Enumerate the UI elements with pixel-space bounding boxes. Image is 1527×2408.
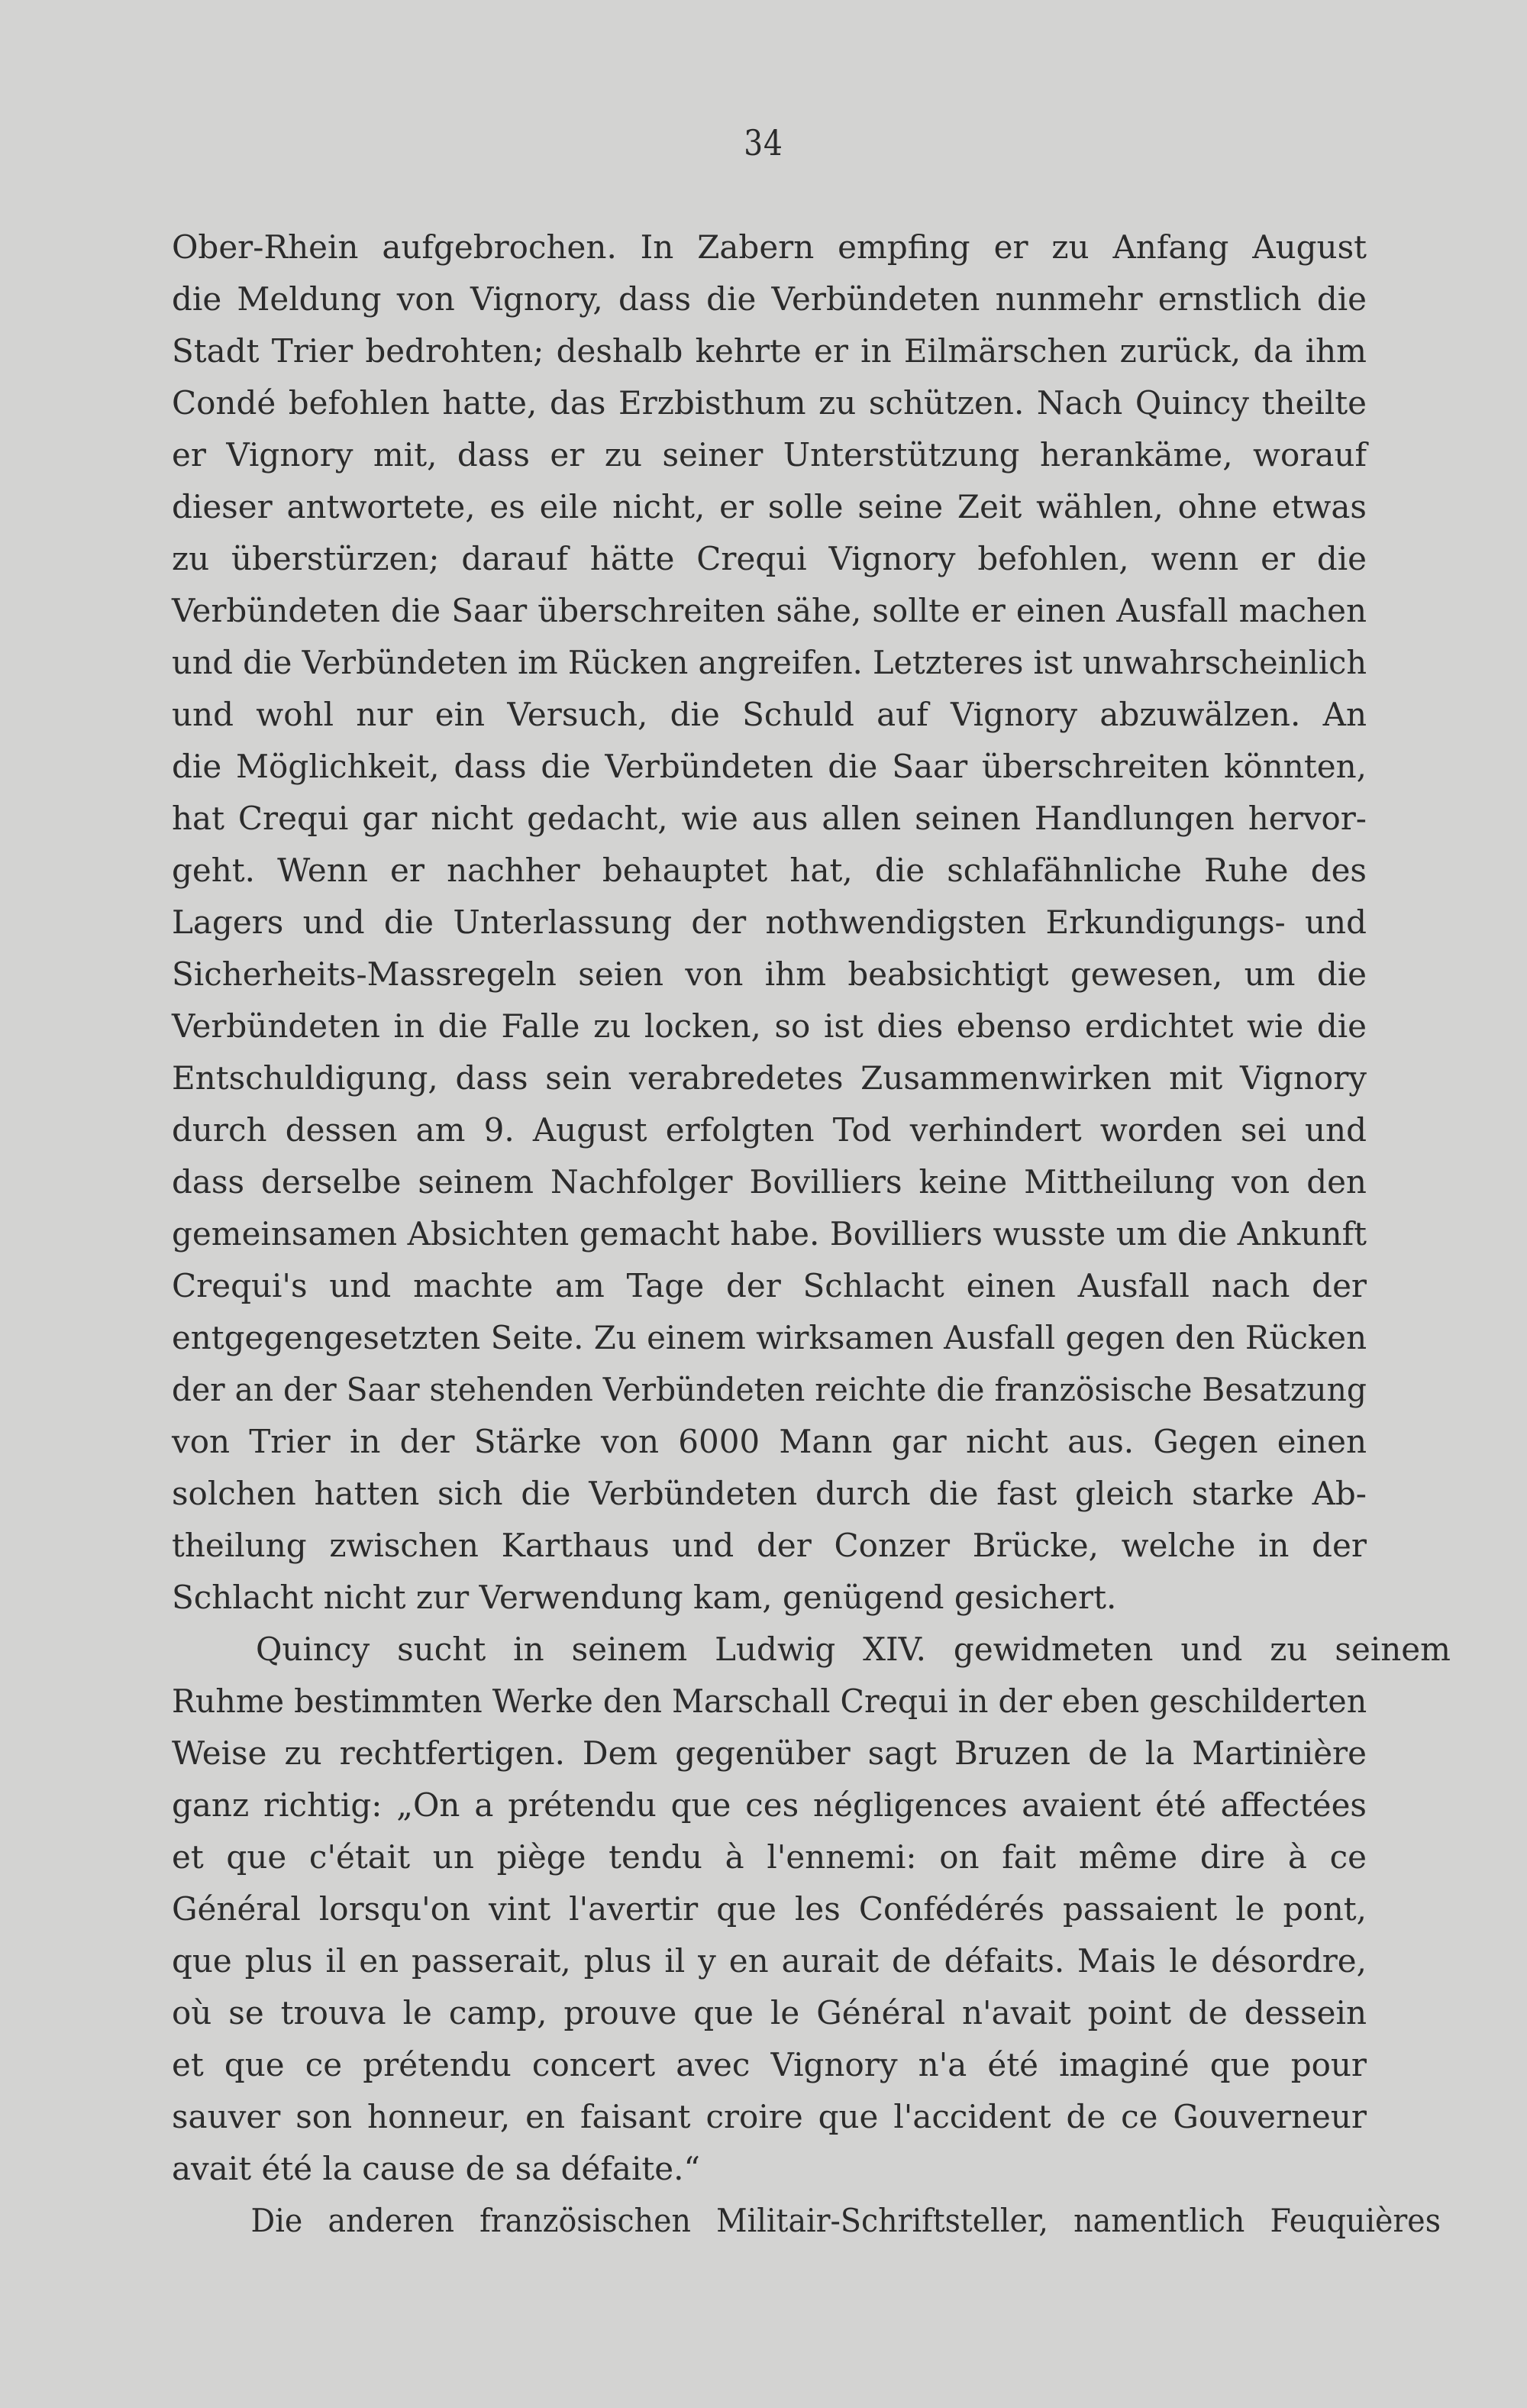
text-line: solchen hatten sich die Verbündeten durch die fast gleich starke Ab- [172,1475,1367,1512]
text-line: Quincy sucht in seinem Ludwig XIV. gewidmeten und zu seinem [256,1631,1451,1668]
text-line: und die Verbündeten im Rücken angreifen. Letzteres ist unwahrscheinlich [172,644,1367,681]
text-line: die Möglichkeit, dass die Verbündeten die Saar überschreiten könnten, [172,748,1367,785]
text-line: Crequi's und machte am Tage der Schlacht einen Ausfall nach der [172,1267,1367,1304]
text-line: où se trouva le camp, prouve que le Général n'avait point de dessein [172,1994,1367,2031]
text-line: Condé befohlen hatte, das Erzbisthum zu schützen. Nach Quincy theilte [172,384,1367,422]
text-line: Lagers und die Unterlassung der nothwendigsten Erkundigungs- und [172,903,1367,941]
text-line: Verbündeten die Saar überschreiten sähe, sollte er einen Ausfall machen [172,592,1367,629]
text-line: Weise zu rechtfertigen. Dem gegenüber sagt Bruzen de la Martinière [172,1734,1367,1772]
text-line: und wohl nur ein Versuch, die Schuld auf Vignory abzuwälzen. An [172,696,1367,733]
text-line: Schlacht nicht zur Verwendung kam, genügend gesichert. [172,1579,1117,1616]
text-line: der an der Saar stehenden Verbündeten reichte die französische Besatzung [172,1371,1367,1408]
page-number: 34 [744,122,783,163]
paragraph [172,1624,1451,2195]
text-line: er Vignory mit, dass er zu seiner Unterstützung herankäme, worauf [172,436,1367,474]
text-line: que plus il en passerait, plus il y en aurait de défaits. Mais le désordre, [172,1942,1367,1980]
text-line: geht. Wenn er nachher behauptet hat, die schlafähnliche Ruhe des [172,852,1367,889]
text-line: Général lorsqu'on vint l'avertir que les Confédérés passaient le pont, [172,1890,1367,1928]
body-text [172,221,1451,2247]
text-line: theilung zwischen Karthaus und der Conzer Brücke, welche in der [172,1527,1367,1564]
text-line: Stadt Trier bedrohten; deshalb kehrte er in Eilmärschen zurück, da ihm [172,332,1367,370]
text-line: durch dessen am 9. August erfolgten Tod verhindert worden sei und [172,1111,1367,1149]
text-line: avait été la cause de sa défaite.“ [172,2150,700,2187]
paragraph [172,2195,1441,2247]
text-line: hat Crequi gar nicht gedacht, wie aus allen seinen Handlungen hervor- [172,800,1367,837]
text-line: Entschuldigung, dass sein verabredetes Zusammenwirken mit Vignory [172,1059,1367,1097]
text-line: dass derselbe seinem Nachfolger Bovilliers keine Mittheilung von den [172,1163,1367,1201]
text-line: gemeinsamen Absichten gemacht habe. Bovilliers wusste um die Ankunft [172,1215,1367,1252]
text-line: von Trier in der Stärke von 6000 Mann gar nicht aus. Gegen einen [172,1423,1367,1460]
text-line: ganz richtig: „On a prétendu que ces négligences avaient été affectées [172,1786,1367,1824]
text-line: Sicherheits-Massregeln seien von ihm beabsichtigt gewesen, um die [172,955,1367,993]
text-line: entgegengesetzten Seite. Zu einem wirksamen Ausfall gegen den Rücken [172,1319,1367,1356]
text-line: et que c'était un piège tendu à l'ennemi: on fait même dire à ce [172,1838,1367,1876]
text-line: die Meldung von Vignory, dass die Verbündeten nunmehr ernstlich die [172,280,1367,318]
text-line: dieser antwortete, es eile nicht, er solle seine Zeit wählen, ohne etwas [172,488,1367,525]
text-line: Ruhme bestimmten Werke den Marschall Crequi in der eben geschilderten [172,1682,1367,1720]
text-line: zu überstürzen; darauf hätte Crequi Vignory befohlen, wenn er die [172,540,1367,577]
text-line: sauver son honneur, en faisant croire que l'accident de ce Gouverneur [172,2098,1367,2135]
text-line: Ober-Rhein aufgebrochen. In Zabern empfing er zu Anfang August [172,228,1367,266]
text-line: et que ce prétendu concert avec Vignory n'a été imaginé que pour [172,2046,1367,2083]
text-line: Die anderen französischen Militair-Schriftsteller, namentlich Feuquières [250,2202,1441,2239]
paragraph [172,221,1367,1624]
text-line: Verbündeten in die Falle zu locken, so ist dies ebenso erdichtet wie die [172,1007,1367,1045]
